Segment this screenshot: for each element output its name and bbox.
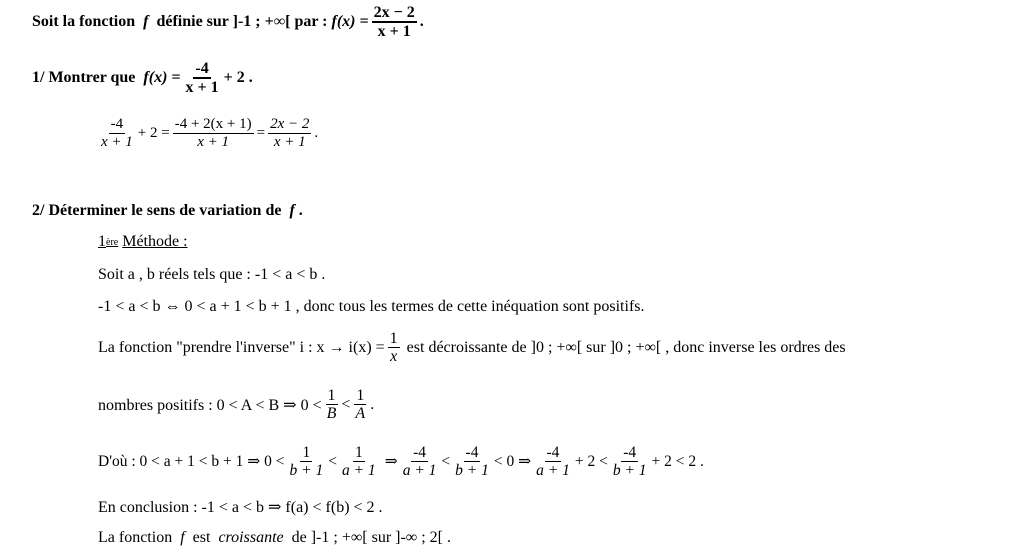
l7-pre: La fonction [98, 529, 173, 546]
intro-fraction [372, 4, 417, 40]
l5-f3-den: a + 1 [402, 462, 437, 479]
l7-est: est [192, 529, 211, 546]
l5-f1-num: 1 [302, 444, 311, 461]
intro-numerator: 2x − 2 [373, 4, 415, 21]
line-soit [98, 266, 325, 284]
q1-end: + 2 . [223, 69, 253, 86]
q2-end: . [298, 202, 303, 219]
line-inverse-function [98, 330, 846, 365]
l7-post: de ]-1 ; +∞[ sur ]-∞ ; 2[ . [291, 529, 451, 546]
l4-f2-num: 1 [356, 387, 365, 404]
l5-f5-den: a + 1 [536, 462, 570, 479]
q1-denominator: x + 1 [185, 79, 219, 96]
intro-pre: Soit la fonction [32, 13, 136, 30]
calc1-f1-den: x + 1 [101, 134, 133, 150]
l4-fraction-2 [353, 387, 367, 422]
l4-f1-num: 1 [327, 387, 336, 404]
l4-pre: nombres positifs : 0 < A < B ⇒ 0 < [98, 396, 322, 414]
l5-end: + 2 < 2 . [651, 452, 704, 470]
l5-imp1: ⇒ [384, 453, 398, 470]
question-1 [32, 60, 253, 96]
calc-1 [96, 116, 318, 151]
calc1-f2-num: -4 + 2(x + 1) [174, 116, 252, 132]
calc1-fraction-1 [99, 116, 135, 151]
intro-fx: f(x) = [331, 13, 369, 30]
line-croissante [98, 529, 451, 547]
l5-lt0: < 0 ⇒ [493, 453, 532, 470]
calc1-end: . [314, 125, 319, 141]
method-heading [98, 233, 188, 251]
l5-fraction-1 [288, 444, 326, 479]
line-conclusion [98, 497, 383, 517]
l5-f6-den: b + 1 [612, 462, 647, 479]
q1-fx: f(x) = [143, 69, 181, 86]
l3-fraction [388, 330, 400, 365]
l5-f4-den: b + 1 [455, 462, 489, 479]
l5-f2-den: a + 1 [341, 462, 376, 479]
line-conclusion-text: En conclusion : -1 < a < b ⇒ f(a) < f(b) < 2 . [98, 499, 383, 516]
l5-f2-num: 1 [354, 444, 363, 461]
l7-f: f [180, 529, 185, 546]
l5-plus2: + 2 < [574, 452, 608, 470]
calc1-plus2: + 2 = [137, 125, 170, 141]
method-label: Méthode : [122, 233, 188, 250]
line-soit-text: Soit a , b réels tels que : -1 < a < b . [98, 266, 326, 283]
intro-line [32, 4, 424, 40]
line-d-ou [98, 444, 704, 479]
l4-lt: < [341, 395, 351, 413]
intro-f: f [143, 13, 149, 30]
line-positive-numbers [98, 387, 374, 422]
l5-fraction-2 [340, 444, 378, 479]
l5-f1-den: b + 1 [289, 462, 324, 479]
intro-mid: définie sur ]-1 ; +∞[ par : [156, 13, 328, 30]
q2-f: f [289, 202, 295, 219]
calc1-fraction-2 [173, 116, 254, 151]
intro-end: . [419, 13, 424, 30]
l5-pre: D'où : 0 < a + 1 < b + 1 ⇒ 0 < [98, 453, 285, 470]
line-equivalence [98, 298, 645, 316]
method-number: 1 [98, 233, 106, 250]
l3-den: x [390, 348, 398, 365]
l4-f2-den: A [355, 405, 366, 422]
calc1-eq: = [256, 125, 266, 141]
calc1-fraction-3 [268, 116, 311, 151]
l4-fraction-1 [325, 387, 339, 422]
l5-fraction-6 [611, 444, 649, 479]
q1-fraction [184, 60, 221, 96]
l3-num: 1 [389, 330, 398, 347]
calc1-f1-num: -4 [110, 116, 124, 132]
l4-end: . [370, 395, 375, 413]
line-equivalence-text: -1 < a < b ⇔ 0 < a + 1 < b + 1 , donc tous les termes de cette inéquation sont positifs. [98, 298, 645, 315]
q1-numerator: -4 [195, 60, 209, 77]
l5-fraction-5 [534, 444, 572, 479]
l5-f6-num: -4 [623, 444, 637, 461]
l3-post: est décroissante de ]0 ; +∞[ sur ]0 ; +∞[ , donc inverse les ordres des [406, 338, 846, 356]
calc1-f3-num: 2x − 2 [270, 116, 310, 132]
l5-lt2: < [441, 452, 451, 470]
l5-f4-num: -4 [465, 444, 479, 461]
l5-fraction-3 [401, 444, 439, 479]
question-2 [32, 202, 303, 220]
calc1-f3-den: x + 1 [273, 134, 306, 150]
l7-croissante: croissante [218, 529, 284, 546]
q1-title: 1/ Montrer que [32, 69, 136, 86]
intro-denominator: x + 1 [377, 23, 411, 40]
q2-title: 2/ Déterminer le sens de variation de [32, 202, 282, 219]
l5-fraction-4 [453, 444, 491, 479]
method-sup: ère [106, 236, 119, 248]
l3-pre: La fonction "prendre l'inverse" i : x → i(x) = [98, 338, 385, 356]
l4-f1-den: B [326, 405, 337, 422]
calc1-f2-den: x + 1 [197, 134, 230, 150]
l5-f5-num: -4 [546, 444, 560, 461]
l5-lt1: < [328, 452, 337, 470]
l5-f3-num: -4 [413, 444, 426, 461]
